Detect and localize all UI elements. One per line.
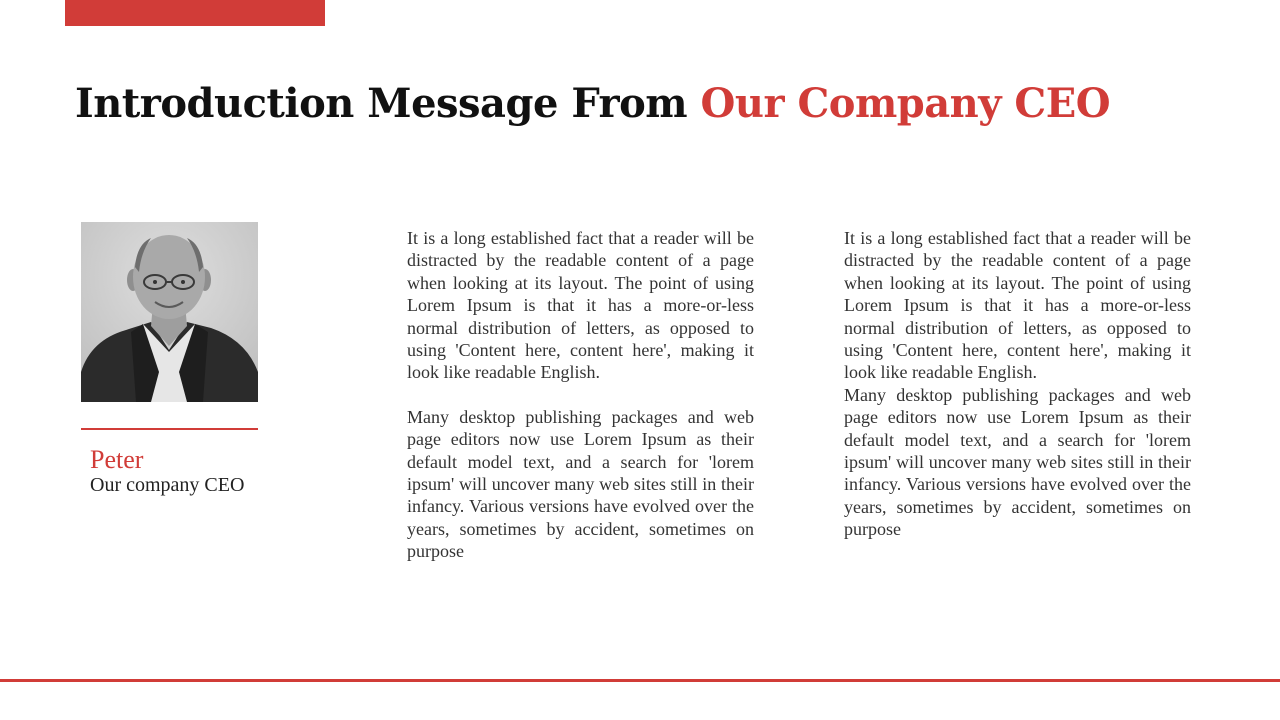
text-column-2: [844, 227, 1191, 541]
bottom-accent-rule: [0, 679, 1280, 682]
text-column-1: [407, 227, 754, 563]
title-main: Introduction Message From: [75, 80, 701, 127]
column-2-paragraph-2: Many desktop publishing packages and web page editors now use Lorem Ipsum as their default model text, and a search for 'lorem ipsum' will uncover many web sites still in their infancy. Various versions have evolved over the years, sometimes by accident, sometimes on purpose: [844, 384, 1191, 540]
column-2-paragraph-1: It is a long established fact that a reader will be distracted by the readable content of a page when looking at its layout. The point of using Lorem Ipsum is that it has a more-or-less normal distribution of letters, as opposed to using 'Content here, content here', making it look like readable English.: [844, 228, 1191, 383]
ceo-role: Our company CEO: [90, 474, 245, 496]
column-1-paragraph-2: Many desktop publishing packages and web page editors now use Lorem Ipsum as their default model text, and a search for 'lorem ipsum' will uncover many web sites still in their infancy. Various versions have evolved over the years, sometimes by accident, sometimes on purpose: [407, 406, 754, 562]
top-accent-bar: [65, 0, 325, 26]
column-1-paragraph-1: It is a long established fact that a reader will be distracted by the readable content of a page when looking at its layout. The point of using Lorem Ipsum is that it has a more-or-less normal distribution of letters, as opposed to using 'Content here, content here', making it look like readable English.: [407, 228, 754, 383]
ceo-portrait-image: [81, 222, 258, 402]
name-divider: [81, 428, 258, 430]
ceo-photo: [81, 222, 258, 402]
ceo-name: Peter: [90, 445, 144, 474]
page-title: [75, 80, 1110, 127]
title-accent: Our Company CEO: [700, 80, 1111, 127]
